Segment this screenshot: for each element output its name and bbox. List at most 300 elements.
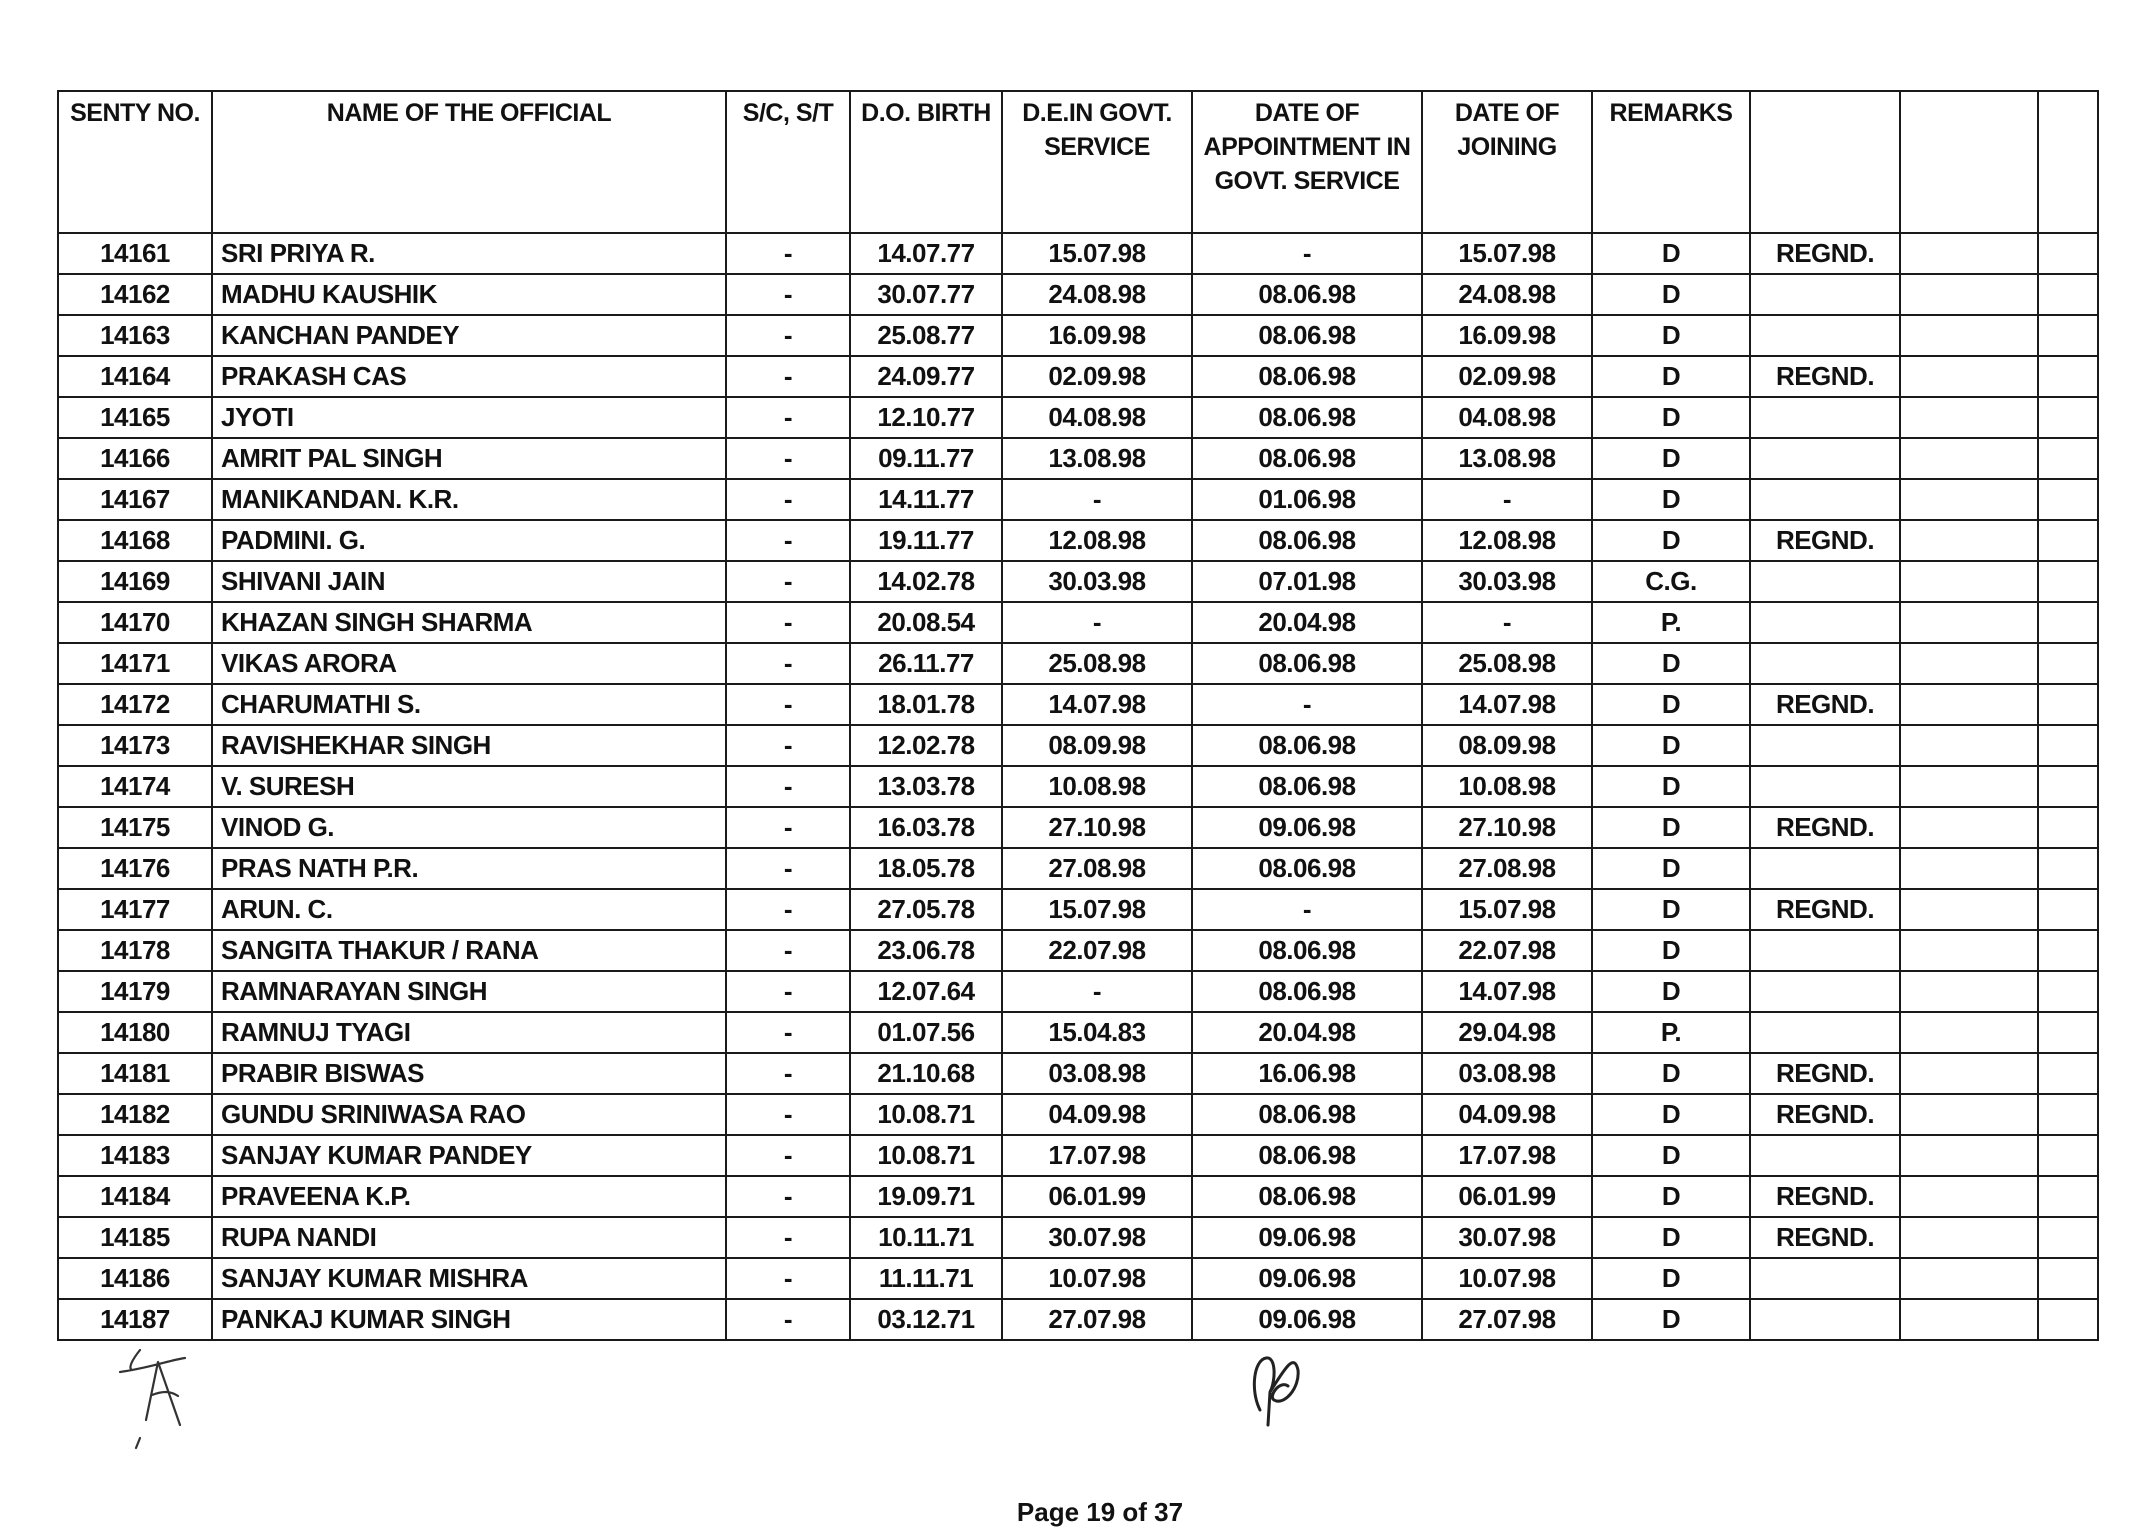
joining-date-cell: - (1422, 479, 1592, 520)
de-govt-service-cell: 27.10.98 (1002, 807, 1192, 848)
name-cell: PANKAJ KUMAR SINGH (212, 1299, 726, 1340)
extra-cell (1900, 1053, 2038, 1094)
sc-st-cell: - (726, 1299, 850, 1340)
senty-no-cell: 14176 (58, 848, 212, 889)
de-govt-service-cell: 04.09.98 (1002, 1094, 1192, 1135)
senty-no-cell: 14183 (58, 1135, 212, 1176)
appointment-date-cell: 20.04.98 (1192, 602, 1422, 643)
extra-cell (2038, 397, 2098, 438)
appointment-date-cell: 08.06.98 (1192, 1135, 1422, 1176)
joining-date-cell: 15.07.98 (1422, 233, 1592, 274)
senty-no-cell: 14174 (58, 766, 212, 807)
sc-st-cell: - (726, 766, 850, 807)
regnd-cell (1750, 1135, 1900, 1176)
dob-cell: 09.11.77 (850, 438, 1002, 479)
joining-date-cell: - (1422, 602, 1592, 643)
de-govt-service-cell: 30.07.98 (1002, 1217, 1192, 1258)
dob-cell: 21.10.68 (850, 1053, 1002, 1094)
extra-cell (1900, 1217, 2038, 1258)
dob-cell: 10.11.71 (850, 1217, 1002, 1258)
senty-no-cell: 14166 (58, 438, 212, 479)
regnd-cell: REGND. (1750, 1217, 1900, 1258)
extra-cell (1900, 1135, 2038, 1176)
appointment-date-cell: - (1192, 684, 1422, 725)
senty-no-cell: 14161 (58, 233, 212, 274)
seniority-table (57, 90, 2099, 1341)
senty-no-cell: 14177 (58, 889, 212, 930)
table-row (58, 643, 2098, 684)
appointment-date-cell: 08.06.98 (1192, 643, 1422, 684)
remarks-cell: D (1592, 643, 1750, 684)
regnd-cell: REGND. (1750, 1053, 1900, 1094)
sc-st-cell: - (726, 520, 850, 561)
sc-st-cell: - (726, 643, 850, 684)
table-row (58, 1176, 2098, 1217)
de-govt-service-cell: 06.01.99 (1002, 1176, 1192, 1217)
name-cell: JYOTI (212, 397, 726, 438)
table-row (58, 889, 2098, 930)
extra-cell (1900, 1258, 2038, 1299)
senty-no-cell: 14182 (58, 1094, 212, 1135)
name-cell: VINOD G. (212, 807, 726, 848)
table-row (58, 520, 2098, 561)
joining-date-cell: 22.07.98 (1422, 930, 1592, 971)
joining-date-cell: 30.03.98 (1422, 561, 1592, 602)
appointment-date-cell: 08.06.98 (1192, 848, 1422, 889)
de-govt-service-cell: 03.08.98 (1002, 1053, 1192, 1094)
remarks-cell: D (1592, 479, 1750, 520)
remarks-cell: D (1592, 274, 1750, 315)
extra-cell (1900, 479, 2038, 520)
table-row (58, 356, 2098, 397)
dob-cell: 18.01.78 (850, 684, 1002, 725)
name-cell: GUNDU SRINIWASA RAO (212, 1094, 726, 1135)
regnd-cell (1750, 602, 1900, 643)
extra-cell (1900, 766, 2038, 807)
extra-cell (1900, 971, 2038, 1012)
extra-cell (1900, 233, 2038, 274)
regnd-cell (1750, 438, 1900, 479)
de-govt-service-cell: 02.09.98 (1002, 356, 1192, 397)
extra-cell (2038, 1299, 2098, 1340)
extra-cell (2038, 930, 2098, 971)
dob-cell: 19.09.71 (850, 1176, 1002, 1217)
appointment-date-cell: 01.06.98 (1192, 479, 1422, 520)
remarks-cell: D (1592, 1135, 1750, 1176)
name-cell: CHARUMATHI S. (212, 684, 726, 725)
remarks-cell: D (1592, 889, 1750, 930)
extra-cell (2038, 1135, 2098, 1176)
regnd-cell (1750, 397, 1900, 438)
senty-no-cell: 14171 (58, 643, 212, 684)
joining-date-cell: 12.08.98 (1422, 520, 1592, 561)
appointment-date-cell: 09.06.98 (1192, 1217, 1422, 1258)
appointment-date-cell: 09.06.98 (1192, 1258, 1422, 1299)
sc-st-cell: - (726, 1176, 850, 1217)
remarks-cell: D (1592, 1053, 1750, 1094)
table-row (58, 725, 2098, 766)
de-govt-service-cell: 04.08.98 (1002, 397, 1192, 438)
name-cell: RAMNARAYAN SINGH (212, 971, 726, 1012)
appointment-date-cell: 08.06.98 (1192, 438, 1422, 479)
joining-date-cell: 10.07.98 (1422, 1258, 1592, 1299)
senty-no-cell: 14170 (58, 602, 212, 643)
table-row (58, 1053, 2098, 1094)
joining-date-cell: 13.08.98 (1422, 438, 1592, 479)
regnd-cell (1750, 930, 1900, 971)
name-cell: VIKAS ARORA (212, 643, 726, 684)
name-cell: PADMINI. G. (212, 520, 726, 561)
dob-cell: 18.05.78 (850, 848, 1002, 889)
de-govt-service-cell: 17.07.98 (1002, 1135, 1192, 1176)
name-cell: AMRIT PAL SINGH (212, 438, 726, 479)
name-cell: SANJAY KUMAR PANDEY (212, 1135, 726, 1176)
de-govt-service-cell: - (1002, 971, 1192, 1012)
sc-st-cell: - (726, 315, 850, 356)
page-number: Page 19 of 37 (1016, 1497, 1184, 1527)
table-body (58, 233, 2098, 1340)
remarks-cell: D (1592, 807, 1750, 848)
sc-st-cell: - (726, 1258, 850, 1299)
remarks-cell: D (1592, 1217, 1750, 1258)
table-row (58, 561, 2098, 602)
appointment-date-cell: 07.01.98 (1192, 561, 1422, 602)
table-row (58, 397, 2098, 438)
remarks-cell: D (1592, 1176, 1750, 1217)
regnd-cell (1750, 1299, 1900, 1340)
table-row (58, 1217, 2098, 1258)
extra-cell (1900, 807, 2038, 848)
regnd-cell (1750, 848, 1900, 889)
regnd-cell: REGND. (1750, 356, 1900, 397)
table-row (58, 315, 2098, 356)
sc-st-cell: - (726, 971, 850, 1012)
appointment-date-cell: 20.04.98 (1192, 1012, 1422, 1053)
de-govt-service-cell: 10.07.98 (1002, 1258, 1192, 1299)
appointment-date-cell: 08.06.98 (1192, 315, 1422, 356)
table-row (58, 930, 2098, 971)
table-row (58, 1299, 2098, 1340)
de-govt-service-cell: 15.07.98 (1002, 233, 1192, 274)
joining-date-cell: 02.09.98 (1422, 356, 1592, 397)
appointment-date-cell: 08.06.98 (1192, 397, 1422, 438)
regnd-cell: REGND. (1750, 1094, 1900, 1135)
column-header (2038, 91, 2098, 233)
table-row (58, 971, 2098, 1012)
de-govt-service-cell: 13.08.98 (1002, 438, 1192, 479)
extra-cell (1900, 1299, 2038, 1340)
dob-cell: 03.12.71 (850, 1299, 1002, 1340)
remarks-cell: D (1592, 438, 1750, 479)
extra-cell (2038, 971, 2098, 1012)
remarks-cell: D (1592, 1258, 1750, 1299)
senty-no-cell: 14187 (58, 1299, 212, 1340)
table-row (58, 1135, 2098, 1176)
senty-no-cell: 14185 (58, 1217, 212, 1258)
de-govt-service-cell: 16.09.98 (1002, 315, 1192, 356)
joining-date-cell: 16.09.98 (1422, 315, 1592, 356)
sc-st-cell: - (726, 274, 850, 315)
extra-cell (1900, 315, 2038, 356)
extra-cell (2038, 1012, 2098, 1053)
table-row (58, 274, 2098, 315)
table-header-row (58, 91, 2098, 233)
sc-st-cell: - (726, 602, 850, 643)
name-cell: MANIKANDAN. K.R. (212, 479, 726, 520)
remarks-cell: D (1592, 315, 1750, 356)
de-govt-service-cell: 27.08.98 (1002, 848, 1192, 889)
column-header: D.E.IN GOVT. SERVICE (1002, 91, 1192, 233)
dob-cell: 13.03.78 (850, 766, 1002, 807)
senty-no-cell: 14164 (58, 356, 212, 397)
senty-no-cell: 14180 (58, 1012, 212, 1053)
extra-cell (1900, 397, 2038, 438)
extra-cell (1900, 356, 2038, 397)
joining-date-cell: 27.07.98 (1422, 1299, 1592, 1340)
dob-cell: 12.02.78 (850, 725, 1002, 766)
sc-st-cell: - (726, 848, 850, 889)
sc-st-cell: - (726, 438, 850, 479)
appointment-date-cell: 08.06.98 (1192, 274, 1422, 315)
sc-st-cell: - (726, 1053, 850, 1094)
extra-cell (2038, 807, 2098, 848)
table-row (58, 233, 2098, 274)
regnd-cell (1750, 766, 1900, 807)
sc-st-cell: - (726, 1135, 850, 1176)
table-row (58, 1094, 2098, 1135)
name-cell: MADHU KAUSHIK (212, 274, 726, 315)
extra-cell (2038, 602, 2098, 643)
remarks-cell: D (1592, 848, 1750, 889)
joining-date-cell: 04.09.98 (1422, 1094, 1592, 1135)
extra-cell (1900, 520, 2038, 561)
extra-cell (1900, 1094, 2038, 1135)
senty-no-cell: 14175 (58, 807, 212, 848)
remarks-cell: D (1592, 1094, 1750, 1135)
name-cell: RUPA NANDI (212, 1217, 726, 1258)
name-cell: SHIVANI JAIN (212, 561, 726, 602)
de-govt-service-cell: 22.07.98 (1002, 930, 1192, 971)
regnd-cell (1750, 274, 1900, 315)
senty-no-cell: 14179 (58, 971, 212, 1012)
extra-cell (1900, 602, 2038, 643)
de-govt-service-cell: 15.04.83 (1002, 1012, 1192, 1053)
column-header: DATE OF APPOINTMENT IN GOVT. SERVICE (1192, 91, 1422, 233)
extra-cell (1900, 889, 2038, 930)
extra-cell (2038, 725, 2098, 766)
remarks-cell: D (1592, 520, 1750, 561)
extra-cell (2038, 1176, 2098, 1217)
extra-cell (1900, 725, 2038, 766)
sc-st-cell: - (726, 233, 850, 274)
dob-cell: 11.11.71 (850, 1258, 1002, 1299)
joining-date-cell: 10.08.98 (1422, 766, 1592, 807)
remarks-cell: D (1592, 725, 1750, 766)
name-cell: SRI PRIYA R. (212, 233, 726, 274)
remarks-cell: P. (1592, 1012, 1750, 1053)
table-row (58, 602, 2098, 643)
joining-date-cell: 03.08.98 (1422, 1053, 1592, 1094)
de-govt-service-cell: 10.08.98 (1002, 766, 1192, 807)
joining-date-cell: 15.07.98 (1422, 889, 1592, 930)
senty-no-cell: 14169 (58, 561, 212, 602)
de-govt-service-cell: 08.09.98 (1002, 725, 1192, 766)
sc-st-cell: - (726, 479, 850, 520)
dob-cell: 12.07.64 (850, 971, 1002, 1012)
regnd-cell: REGND. (1750, 889, 1900, 930)
joining-date-cell: 27.08.98 (1422, 848, 1592, 889)
appointment-date-cell: 09.06.98 (1192, 1299, 1422, 1340)
de-govt-service-cell: - (1002, 602, 1192, 643)
remarks-cell: D (1592, 233, 1750, 274)
dob-cell: 14.02.78 (850, 561, 1002, 602)
dob-cell: 23.06.78 (850, 930, 1002, 971)
name-cell: PRABIR BISWAS (212, 1053, 726, 1094)
dob-cell: 27.05.78 (850, 889, 1002, 930)
extra-cell (1900, 1176, 2038, 1217)
regnd-cell (1750, 971, 1900, 1012)
sc-st-cell: - (726, 725, 850, 766)
regnd-cell (1750, 1012, 1900, 1053)
senty-no-cell: 14162 (58, 274, 212, 315)
regnd-cell: REGND. (1750, 520, 1900, 561)
column-header (1750, 91, 1900, 233)
sc-st-cell: - (726, 356, 850, 397)
sc-st-cell: - (726, 889, 850, 930)
senty-no-cell: 14165 (58, 397, 212, 438)
table-row (58, 684, 2098, 725)
dob-cell: 10.08.71 (850, 1135, 1002, 1176)
joining-date-cell: 17.07.98 (1422, 1135, 1592, 1176)
joining-date-cell: 14.07.98 (1422, 971, 1592, 1012)
column-header: DATE OF JOINING (1422, 91, 1592, 233)
extra-cell (2038, 356, 2098, 397)
senty-no-cell: 14173 (58, 725, 212, 766)
table-row (58, 807, 2098, 848)
extra-cell (1900, 274, 2038, 315)
appointment-date-cell: 08.06.98 (1192, 971, 1422, 1012)
sc-st-cell: - (726, 684, 850, 725)
dob-cell: 30.07.77 (850, 274, 1002, 315)
dob-cell: 26.11.77 (850, 643, 1002, 684)
extra-cell (1900, 684, 2038, 725)
regnd-cell (1750, 725, 1900, 766)
joining-date-cell: 04.08.98 (1422, 397, 1592, 438)
dob-cell: 14.11.77 (850, 479, 1002, 520)
extra-cell (2038, 520, 2098, 561)
dob-cell: 12.10.77 (850, 397, 1002, 438)
extra-cell (1900, 643, 2038, 684)
regnd-cell: REGND. (1750, 684, 1900, 725)
remarks-cell: D (1592, 971, 1750, 1012)
left-signature (110, 1340, 200, 1450)
senty-no-cell: 14167 (58, 479, 212, 520)
joining-date-cell: 27.10.98 (1422, 807, 1592, 848)
sc-st-cell: - (726, 1012, 850, 1053)
senty-no-cell: 14163 (58, 315, 212, 356)
regnd-cell (1750, 479, 1900, 520)
regnd-cell: REGND. (1750, 807, 1900, 848)
extra-cell (1900, 561, 2038, 602)
name-cell: RAMNUJ TYAGI (212, 1012, 726, 1053)
de-govt-service-cell: 14.07.98 (1002, 684, 1192, 725)
de-govt-service-cell: 15.07.98 (1002, 889, 1192, 930)
table-row (58, 766, 2098, 807)
extra-cell (2038, 233, 2098, 274)
appointment-date-cell: 08.06.98 (1192, 725, 1422, 766)
sc-st-cell: - (726, 561, 850, 602)
dob-cell: 25.08.77 (850, 315, 1002, 356)
appointment-date-cell: 09.06.98 (1192, 807, 1422, 848)
name-cell: PRAS NATH P.R. (212, 848, 726, 889)
appointment-date-cell: 08.06.98 (1192, 356, 1422, 397)
extra-cell (2038, 1053, 2098, 1094)
name-cell: KANCHAN PANDEY (212, 315, 726, 356)
regnd-cell (1750, 1258, 1900, 1299)
column-header: NAME OF THE OFFICIAL (212, 91, 726, 233)
table-row (58, 479, 2098, 520)
senty-no-cell: 14181 (58, 1053, 212, 1094)
name-cell: ARUN. C. (212, 889, 726, 930)
appointment-date-cell: 08.06.98 (1192, 766, 1422, 807)
sc-st-cell: - (726, 930, 850, 971)
dob-cell: 01.07.56 (850, 1012, 1002, 1053)
extra-cell (2038, 438, 2098, 479)
sc-st-cell: - (726, 1094, 850, 1135)
remarks-cell: D (1592, 397, 1750, 438)
regnd-cell (1750, 643, 1900, 684)
center-signature (1240, 1340, 1310, 1430)
joining-date-cell: 29.04.98 (1422, 1012, 1592, 1053)
remarks-cell: D (1592, 356, 1750, 397)
senty-no-cell: 14186 (58, 1258, 212, 1299)
name-cell: V. SURESH (212, 766, 726, 807)
appointment-date-cell: 08.06.98 (1192, 1176, 1422, 1217)
remarks-cell: D (1592, 684, 1750, 725)
appointment-date-cell: 08.06.98 (1192, 930, 1422, 971)
extra-cell (2038, 1094, 2098, 1135)
de-govt-service-cell: 30.03.98 (1002, 561, 1192, 602)
extra-cell (2038, 848, 2098, 889)
extra-cell (2038, 684, 2098, 725)
table-row (58, 438, 2098, 479)
dob-cell: 10.08.71 (850, 1094, 1002, 1135)
regnd-cell: REGND. (1750, 1176, 1900, 1217)
appointment-date-cell: - (1192, 889, 1422, 930)
extra-cell (1900, 1012, 2038, 1053)
extra-cell (2038, 889, 2098, 930)
name-cell: SANJAY KUMAR MISHRA (212, 1258, 726, 1299)
remarks-cell: D (1592, 1299, 1750, 1340)
extra-cell (2038, 315, 2098, 356)
remarks-cell: C.G. (1592, 561, 1750, 602)
column-header: SENTY NO. (58, 91, 212, 233)
remarks-cell: D (1592, 766, 1750, 807)
joining-date-cell: 24.08.98 (1422, 274, 1592, 315)
name-cell: RAVISHEKHAR SINGH (212, 725, 726, 766)
remarks-cell: D (1592, 930, 1750, 971)
extra-cell (2038, 643, 2098, 684)
sc-st-cell: - (726, 397, 850, 438)
dob-cell: 14.07.77 (850, 233, 1002, 274)
extra-cell (2038, 1258, 2098, 1299)
joining-date-cell: 14.07.98 (1422, 684, 1592, 725)
extra-cell (2038, 479, 2098, 520)
table-row (58, 1258, 2098, 1299)
extra-cell (1900, 438, 2038, 479)
name-cell: SANGITA THAKUR / RANA (212, 930, 726, 971)
table-row (58, 1012, 2098, 1053)
